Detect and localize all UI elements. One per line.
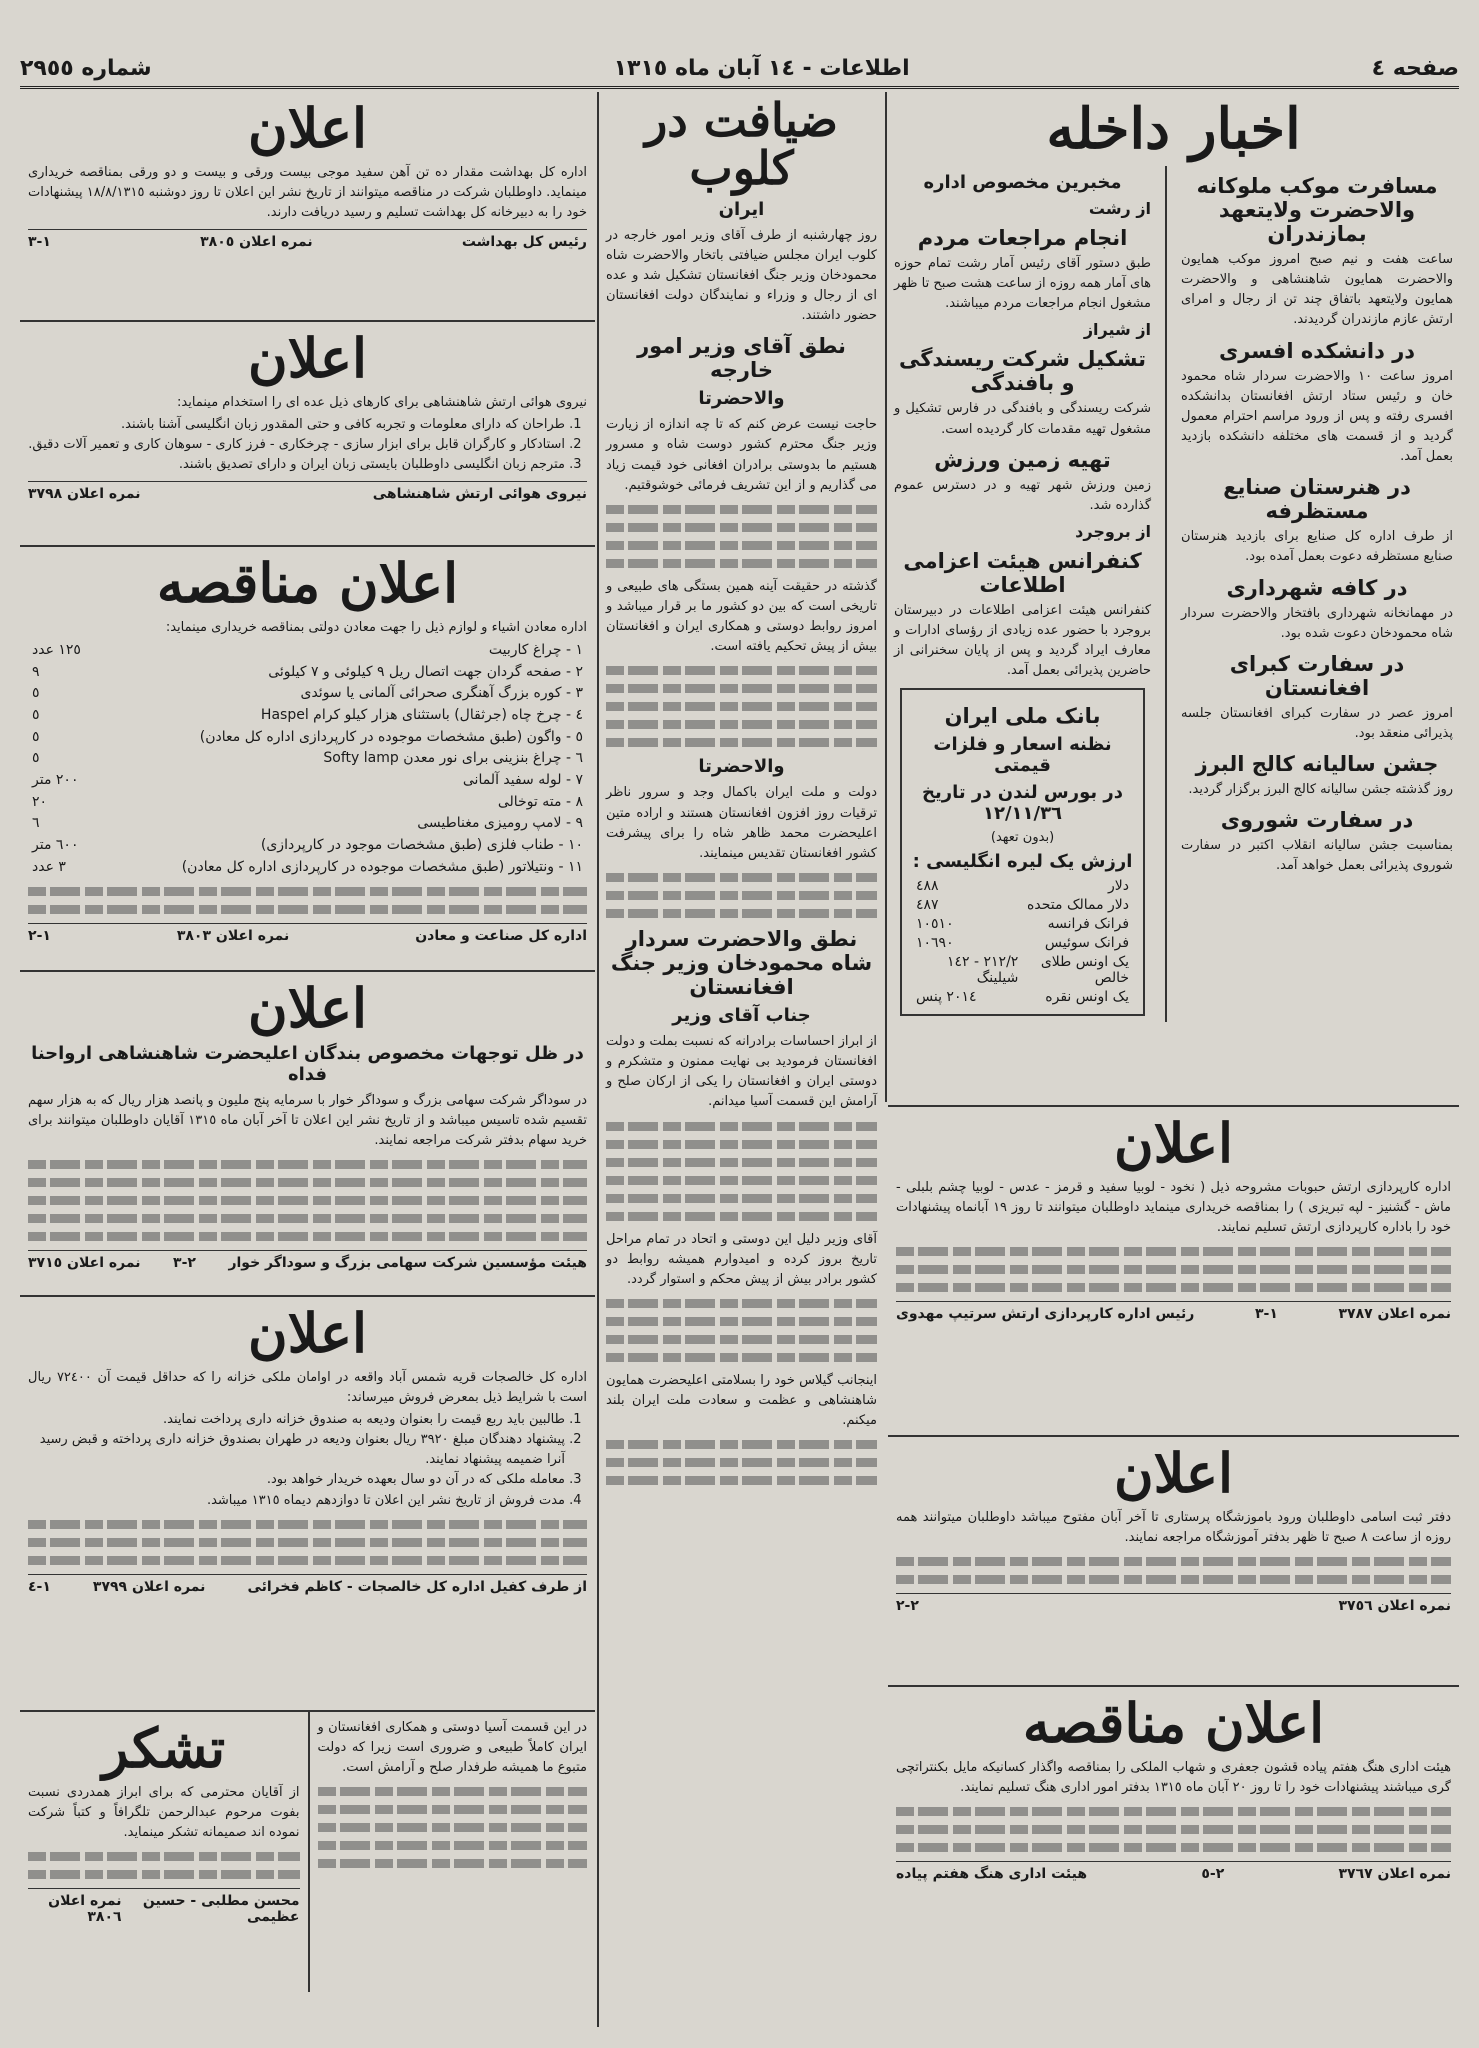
story-title: در کافه شهرداری [1226, 575, 1408, 600]
rate-row: دلار ٤٨٨ [916, 877, 1130, 894]
ad-list-item: 3. مترجم زبان انگلیسی داوطلبان بایستی زبان ایران و دارای تصدیق باشند. [28, 455, 565, 475]
ad-block [20, 1297, 595, 1712]
tender-item: ٢ - صفحه گردان جهت اتصال ریل ٩ کیلوئی و ٧ کیلوئی ٩ [32, 663, 583, 680]
news-city: از بروجرد [1075, 521, 1152, 541]
story-title: در سفارت کبرای افغانستان [1229, 651, 1405, 700]
ad-text: دفتر ثبت اسامی داوطلبان ورود باموزشگاه پرستاری تا آخر آبان مفتوح میباشد داوطلبان میتوانند همه روزه از ساعت ٨ صبح تا ظهر بدفتر آموزشگاه مراجعه نمایند. [896, 1509, 1451, 1545]
tender-item: ٤ - چرخ چاه (جرثقال) باستثنای هزار کیلو کرام Haspel ٥ [32, 706, 583, 723]
correspondents-subtitle: مخبرین مخصوص اداره [923, 172, 1122, 193]
ad-list-item: 2. استادکار و کارگران قابل برای ابزار سازی - چرخکاری - فرز کاری - سوهان کاری و تعمیر آلات دقیق. [28, 435, 565, 455]
issue-number: شماره ٢٩٥٥ [20, 55, 152, 81]
ad-title: اعلان [247, 976, 368, 1040]
speech-title: نطق آقای وزیر امور خارجه [637, 334, 846, 383]
ad-text: اداره معادن اشیاء و لوازم ذیل را جهت معادن دولتی بمناقصه خریداری مینماید: [165, 619, 587, 635]
ad-text: هیئت اداری هنگ هفتم پیاده قشون جعفری و شهاب الملکی را بمناقصه واگذار کسانیکه مایل بکنتراتچی گری میباشند پیشنهادات خود را تا روز ٢٠ آبان ماه ١٣١٥ بدفتر امور اداری هنگ تسلیم نمایند. [896, 1759, 1451, 1795]
thanks-text: از آقایان محترمی که برای ابراز همدردی نسبت بفوت مرحوم عبدالرحمن تلگرافاً و کتباً شرکت نموده اند صمیمانه تشکر مینماید. [28, 1784, 300, 1840]
tender-item: ١ - چراغ کاربیت ١٢٥ عدد [32, 641, 583, 658]
thanks-block [20, 1712, 308, 1992]
story-title: در دانشکده افسری [1218, 338, 1416, 363]
thanks-title: تشکر [102, 1716, 226, 1780]
rate-row: فرانک فرانسه ١٠٥١٠ [916, 915, 1130, 932]
feature-text: از ابراز احساسات برادرانه که نسبت بملت و دولت افغانستان فرمودید بی نهایت ممنون و متشکرم و دوستی ایران و افغانستان را یکی از ارکان صلح و آرامش این قسمت آسیا میدانم. [606, 1033, 877, 1110]
masthead-date: اطلاعات - ١٤ آبان ماه ١٣١٥ [613, 55, 910, 81]
ad-text: اداره کارپردازی ارتش حبوبات مشروحه ذیل ( نخود - لوبیا سفید و قرمز - عدس - لوبیا چشم بلبلی - ماش - گشنیز - لپه تبریزی ) را بمناقصه خریداری مینماید داوطلبان میتوانند تا روز ١٩ آبانماه پیشنهادات خود را باداره کارپردازی ارتش تسلیم نمایند. [896, 1179, 1451, 1235]
speech-salutation: والاحضرتا [698, 756, 785, 778]
ad-text: نیروی هوائی ارتش شاهنشاهی برای کارهای ذیل عده ای را استخدام مینماید: [177, 394, 587, 410]
ad-block [888, 1687, 1459, 2007]
news-title: انجام مراجعات مردم [917, 226, 1128, 250]
ad-title: اعلان [1113, 1441, 1234, 1505]
ads-column [20, 92, 595, 2027]
feature-text: دولت و ملت ایران باکمال وجد و سرور ناظر ترقیات روز افزون افغانستان هستند و اراده متین اعلیحضرت محمد ظاهر شاه را برای پیشرفت کشور افغانستان تقدیس مینمایند. [606, 785, 877, 861]
ad-footer: نمره اعلان ٣٧٦٧ ٢-٥ هیئت اداری هنگ هفتم پیاده [896, 1861, 1451, 1882]
speech-title: نطق والاحضرت سردار شاه محمودخان وزیر جنگ افغانستان [610, 926, 873, 999]
letter-text: در این قسمت آسیا دوستی و همکاری افغانستان و ایران کاملاً طبیعی و ضروری است زیرا که دولت متبوع ما همیشه طرفدار صلح و آرامش است. [317, 1720, 587, 1776]
right-lower-ads [888, 1105, 1459, 2027]
story-text: امروز ساعت ١٠ والاحضرت سردار شاه محمود خان و رئیس ستاد ارتش افغانستان بدانشکده افسری رفته و پس از ورود مراسم احترام معمول گردید و از قسمت های مختلفه دانشکده بازدید بعمل آمد. [1181, 368, 1453, 465]
story-text: بمناسبت جشن سالیانه انقلاب اکتبر در سفارت شوروی پذیرائی بعمل خواهد آمد. [1181, 838, 1453, 874]
news-text: طبق دستور آقای رئیس آمار رشت تمام حوزه های آمار همه روزه از ساعت هشت صبح تا ظهر مشغول انجام مراجعات مردم میباشند. [894, 256, 1152, 312]
ad-footer: هیئت مؤسسین شرکت سهامی بزرگ و سوداگر خوار ٢-٣ نمره اعلان ٣٧١٥ [28, 1250, 587, 1271]
feature-title: ضیافت در کلوب [645, 93, 838, 196]
tender-item: ٥ - واگون (طبق مشخصات موجوده در کارپردازی اداره کل معادن) ٥ [32, 728, 583, 745]
news-text: زمین ورزش شهر تهیه و در دسترس عموم گذارده شد. [894, 477, 1152, 513]
thanks-footer: محسن مطلبی - حسین عظیمی نمره اعلان ٣٨٠٦ [28, 1888, 300, 1925]
rate-row: یک اونس نقره ٢٠١٤ پنس [916, 988, 1130, 1005]
tender-item: ٣ - کوره بزرگ آهنگری صحرائی آلمانی یا سوئدی ٥ [32, 685, 583, 702]
news-title: تهیه زمین ورزش [934, 447, 1111, 472]
bank-subtitle: نظنه اسعار و فلزات قیمتی [933, 733, 1112, 776]
ad-title: اعلان [247, 1301, 368, 1365]
ad-footer: اداره کل صناعت و معادن نمره اعلان ٣٨٠٣ ١-٢ [28, 923, 587, 944]
story-title: مسافرت موکب ملوکانه والاحضرت ولایتعهد بمازندران [1196, 174, 1438, 246]
tender-item: ٧ - لوله سفید آلمانی ٢٠٠ متر [32, 771, 583, 788]
ad-text: اداره کل بهداشت مقدار ده تن آهن سفید موجی بیست ورقی و بیست و دو ورقی بمناقصه خریداری مینماید. داوطلبان شرکت در مناقصه میتوانند از تاریخ نشر این اعلان تا روز دوشنبه ١٨/٨/١٣١٥ پیشنهادات خود را به دبیرخانه کل بهداشت تسلیم و رسید دریافت دارند. [28, 164, 587, 220]
ad-title: اعلان [247, 96, 368, 160]
page-number: صفحه ٤ [1371, 55, 1459, 81]
tender-item: ١٠ - طناب فلزی (طبق مشخصات موجود در کارپردازی) ٦٠٠ متر [32, 837, 583, 854]
ad-title: اعلان مناقصه [1022, 1691, 1325, 1755]
bank-title: بانک ملی ایران [944, 703, 1101, 728]
ad-title: اعلان مناقصه [156, 551, 459, 615]
ad-footer: نیروی هوائی ارتش شاهنشاهی نمره اعلان ٣٧٩٨ [28, 481, 587, 502]
ad-footer: رئیس کل بهداشت نمره اعلان ٣٨٠٥ ١-٣ [28, 229, 587, 250]
feature-text: حاجت نیست عرض کنم که تا چه اندازه از زیارت وزیر جنگ محترم کشور دوست شاه و مسرور هستیم ما بدوستی برادران افغانی خود قیمت زیاد می گذاریم و از این تشریف فرمائی خوشوقتیم. [606, 417, 877, 493]
column-rule [1165, 166, 1167, 1022]
story-text: در مهمانخانه شهرداری بافتخار والاحضرت سردار شاه محمودخان دعوت شده بود. [1181, 605, 1453, 641]
bank-london: در بورس لندن در تاریخ ١٢/١١/٣٦ [922, 781, 1124, 824]
story-title: در سفارت شوروی [1220, 808, 1414, 833]
speech-salutation: جناب آقای وزیر [672, 1004, 811, 1026]
domestic-news-title: اخبار داخله [1046, 96, 1301, 162]
page-header [20, 50, 1459, 89]
ad-block [20, 547, 595, 972]
ad-list-item: 1. طالبین باید ربع قیمت را بعنوان ودیعه به صندوق خزانه داری پرداخت نمایند. [28, 1410, 565, 1430]
bank-rates-box [900, 688, 1145, 1016]
ad-block [20, 92, 595, 322]
column-rule [885, 92, 887, 1102]
feature-text: گذشته در حقیقت آینه همین بستگی های طبیعی و تاریخی است که بین دو کشور ما بر قرار میباشد و امروز روابط دوستی و همکاری ایران و افغانستان بیش از پیش تحکیم یافته است. [606, 578, 877, 655]
ad-block [888, 1437, 1459, 1687]
tender-item: ٦ - چراغ بنزینی برای نور معدن Softy lamp ٥ [32, 750, 583, 767]
ad-block [20, 322, 595, 547]
ad-text: اداره کل خالصجات قریه شمس آباد واقعه در اوامان ملکی خزانه را که حداقل قیمت آن ٧٢٤٠٠ ریال است با شرایط ذیل بمعرض فروش میرساند: [28, 1369, 587, 1405]
feature-text: آقای وزیر دلیل این دوستی و اتحاد در تمام مراحل تاریخ بروز کرده و امیدوارم همیشه روابط دو کشور برادر بیش از پیش محکم و استوار گردد. [606, 1231, 877, 1287]
ad-list-item: 4. مدت فروش از تاریخ نشر این اعلان تا دوازدهم دیماه ١٣١٥ میباشد. [28, 1491, 565, 1511]
ad-text: در سوداگر شرکت سهامی بزرگ و سوداگر خوار با سرمایه پنج ملیون و پانصد هزار ریال که به هزار سهم تقسیم شده تاسیس میباشد و از تاریخ نشر این اعلان تا آخر آبان ماه ١٣١٥ آقایان داوطلبان میتوانند برای خرید سهام بدفتر شرکت مراجعه نمایند. [28, 1092, 587, 1148]
ad-block [888, 1107, 1459, 1437]
ad-footer: نمره اعلان ٣٧٥٦ ٢-٢ [896, 1593, 1451, 1614]
feature-subtitle: ایران [718, 198, 765, 220]
news-text: شرکت ریسندگی و بافندگی در فارس تشکیل و مشغول تهیه مقدمات کار گردیده است. [894, 401, 1152, 437]
feature-text: روز چهارشنبه از طرف آقای وزیر امور خارجه در کلوب ایران مجلس ضیافتی باتخار والاحضرت شاه محمودخان وزیر جنگ افغانستان تشکیل شد و عده ای از رجال و وزراء و نمایندگان دولت افغانستان حضور داشتند. [606, 227, 877, 324]
ad-title: اعلان [247, 326, 368, 390]
story-text: امروز عصر در سفارت کبرای افغانستان جلسه پذیرائی منعقد بود. [1181, 705, 1453, 741]
rate-row: دلار ممالک متحده ٤٨٧ [916, 896, 1130, 913]
ad-list-item: 2. پیشنهاد دهندگان مبلغ ٣٩٢٠ ریال بعنوان ودیعه در طهران بصندوق خزانه داری پرداخته و قبض رسید آنرا ضمیمه پیشنهاد نمایند. [28, 1430, 565, 1470]
story-title: در هنرستان صنایع مستظرفه [1223, 475, 1411, 524]
bottom-row [20, 1712, 595, 1992]
domestic-news-column [888, 92, 1459, 1102]
story-title: جشن سالیانه کالج البرز [1195, 752, 1439, 777]
story-text: ساعت هفت و نیم صبح امروز موکب همایون والاحضرت همایون شاهنشاهی و والاحضرت همایون ولایتعهد باتفاق چند تن از رجال و امرای ارتش عازم مازندران گردیدند. [1181, 252, 1453, 328]
news-text: کنفرانس هیئت اعزامی اطلاعات در دبیرستان بروجرد با حضور عده زیادی از رؤسای ادارات و معارف ایراد گردید و پس از پایان سخنرانی از حاضرین پذیرائی بعمل آمد. [894, 602, 1152, 679]
letter-block [308, 1712, 596, 1992]
news-title: کنفرانس هیئت اعزامی اطلاعات [903, 548, 1142, 597]
story-text: روز گذشته جشن سالیانه کالج البرز برگزار گردید. [1188, 782, 1453, 798]
feature-text: اینجانب گیلاس خود را بسلامتی اعلیحضرت همایون شاهنشاهی و عظمت و سعادت ملت ایران بلند میکنم. [606, 1372, 877, 1429]
ad-footer: نمره اعلان ٣٧٨٧ ١-٣ رئیس اداره کارپردازی ارتش سرتیپ مهدوی [896, 1301, 1451, 1322]
tender-item: ٩ - لامپ رومیزی مغناطیسی ٦ [32, 815, 583, 832]
speech-salutation: والاحضرتا [698, 388, 785, 410]
tender-item: ٨ - مته توخالی ٢٠ [32, 793, 583, 810]
ad-subtitle: در ظل توجهات مخصوص بندگان اعلیحضرت شاهنشاهی ارواحنا فداه [31, 1042, 584, 1085]
tender-item: ١١ - ونتیلاتور (طبق مشخصات موجوده در کارپردازی اداره کل معادن) ٣ عدد [32, 858, 583, 875]
bank-rates-title: ارزش یک لیره انگلیسی : [912, 850, 1133, 872]
rate-row: فرانک سوئیس ١٠٦٩٠ [916, 934, 1130, 951]
rate-row: یک اونس طلای خالص ٢١٢/٢ - ١٤٢ شیلینگ [947, 953, 1130, 986]
ad-footer: از طرف کفیل اداره کل خالصجات - کاظم فخرائی نمره اعلان ٣٧٩٩ ١-٤ [28, 1574, 587, 1595]
ad-list-item: 1. طراحان که دارای معلومات و تجربه کافی و حتی المقدور زبان انگلیسی آشنا باشند. [28, 415, 565, 435]
ad-list-item: 3. معامله ملکی که در آن دو سال بعهده خریدار خواهد بود. [28, 1470, 565, 1490]
news-city: از شیراز [1083, 320, 1152, 340]
ad-title: اعلان [1113, 1111, 1234, 1175]
bank-note: (بدون تعهد) [990, 829, 1055, 845]
middle-column [600, 92, 883, 2027]
story-text: از طرف اداره کل صنایع برای بازدید هنرستان صنایع مستظرفه دعوت بعمل آمده بود. [1181, 529, 1453, 565]
ad-block [20, 972, 595, 1297]
news-title: تشکیل شرکت ریسندگی و بافندگی [898, 347, 1147, 396]
news-city: از رشت [1088, 199, 1152, 218]
column-rule [597, 92, 599, 2027]
